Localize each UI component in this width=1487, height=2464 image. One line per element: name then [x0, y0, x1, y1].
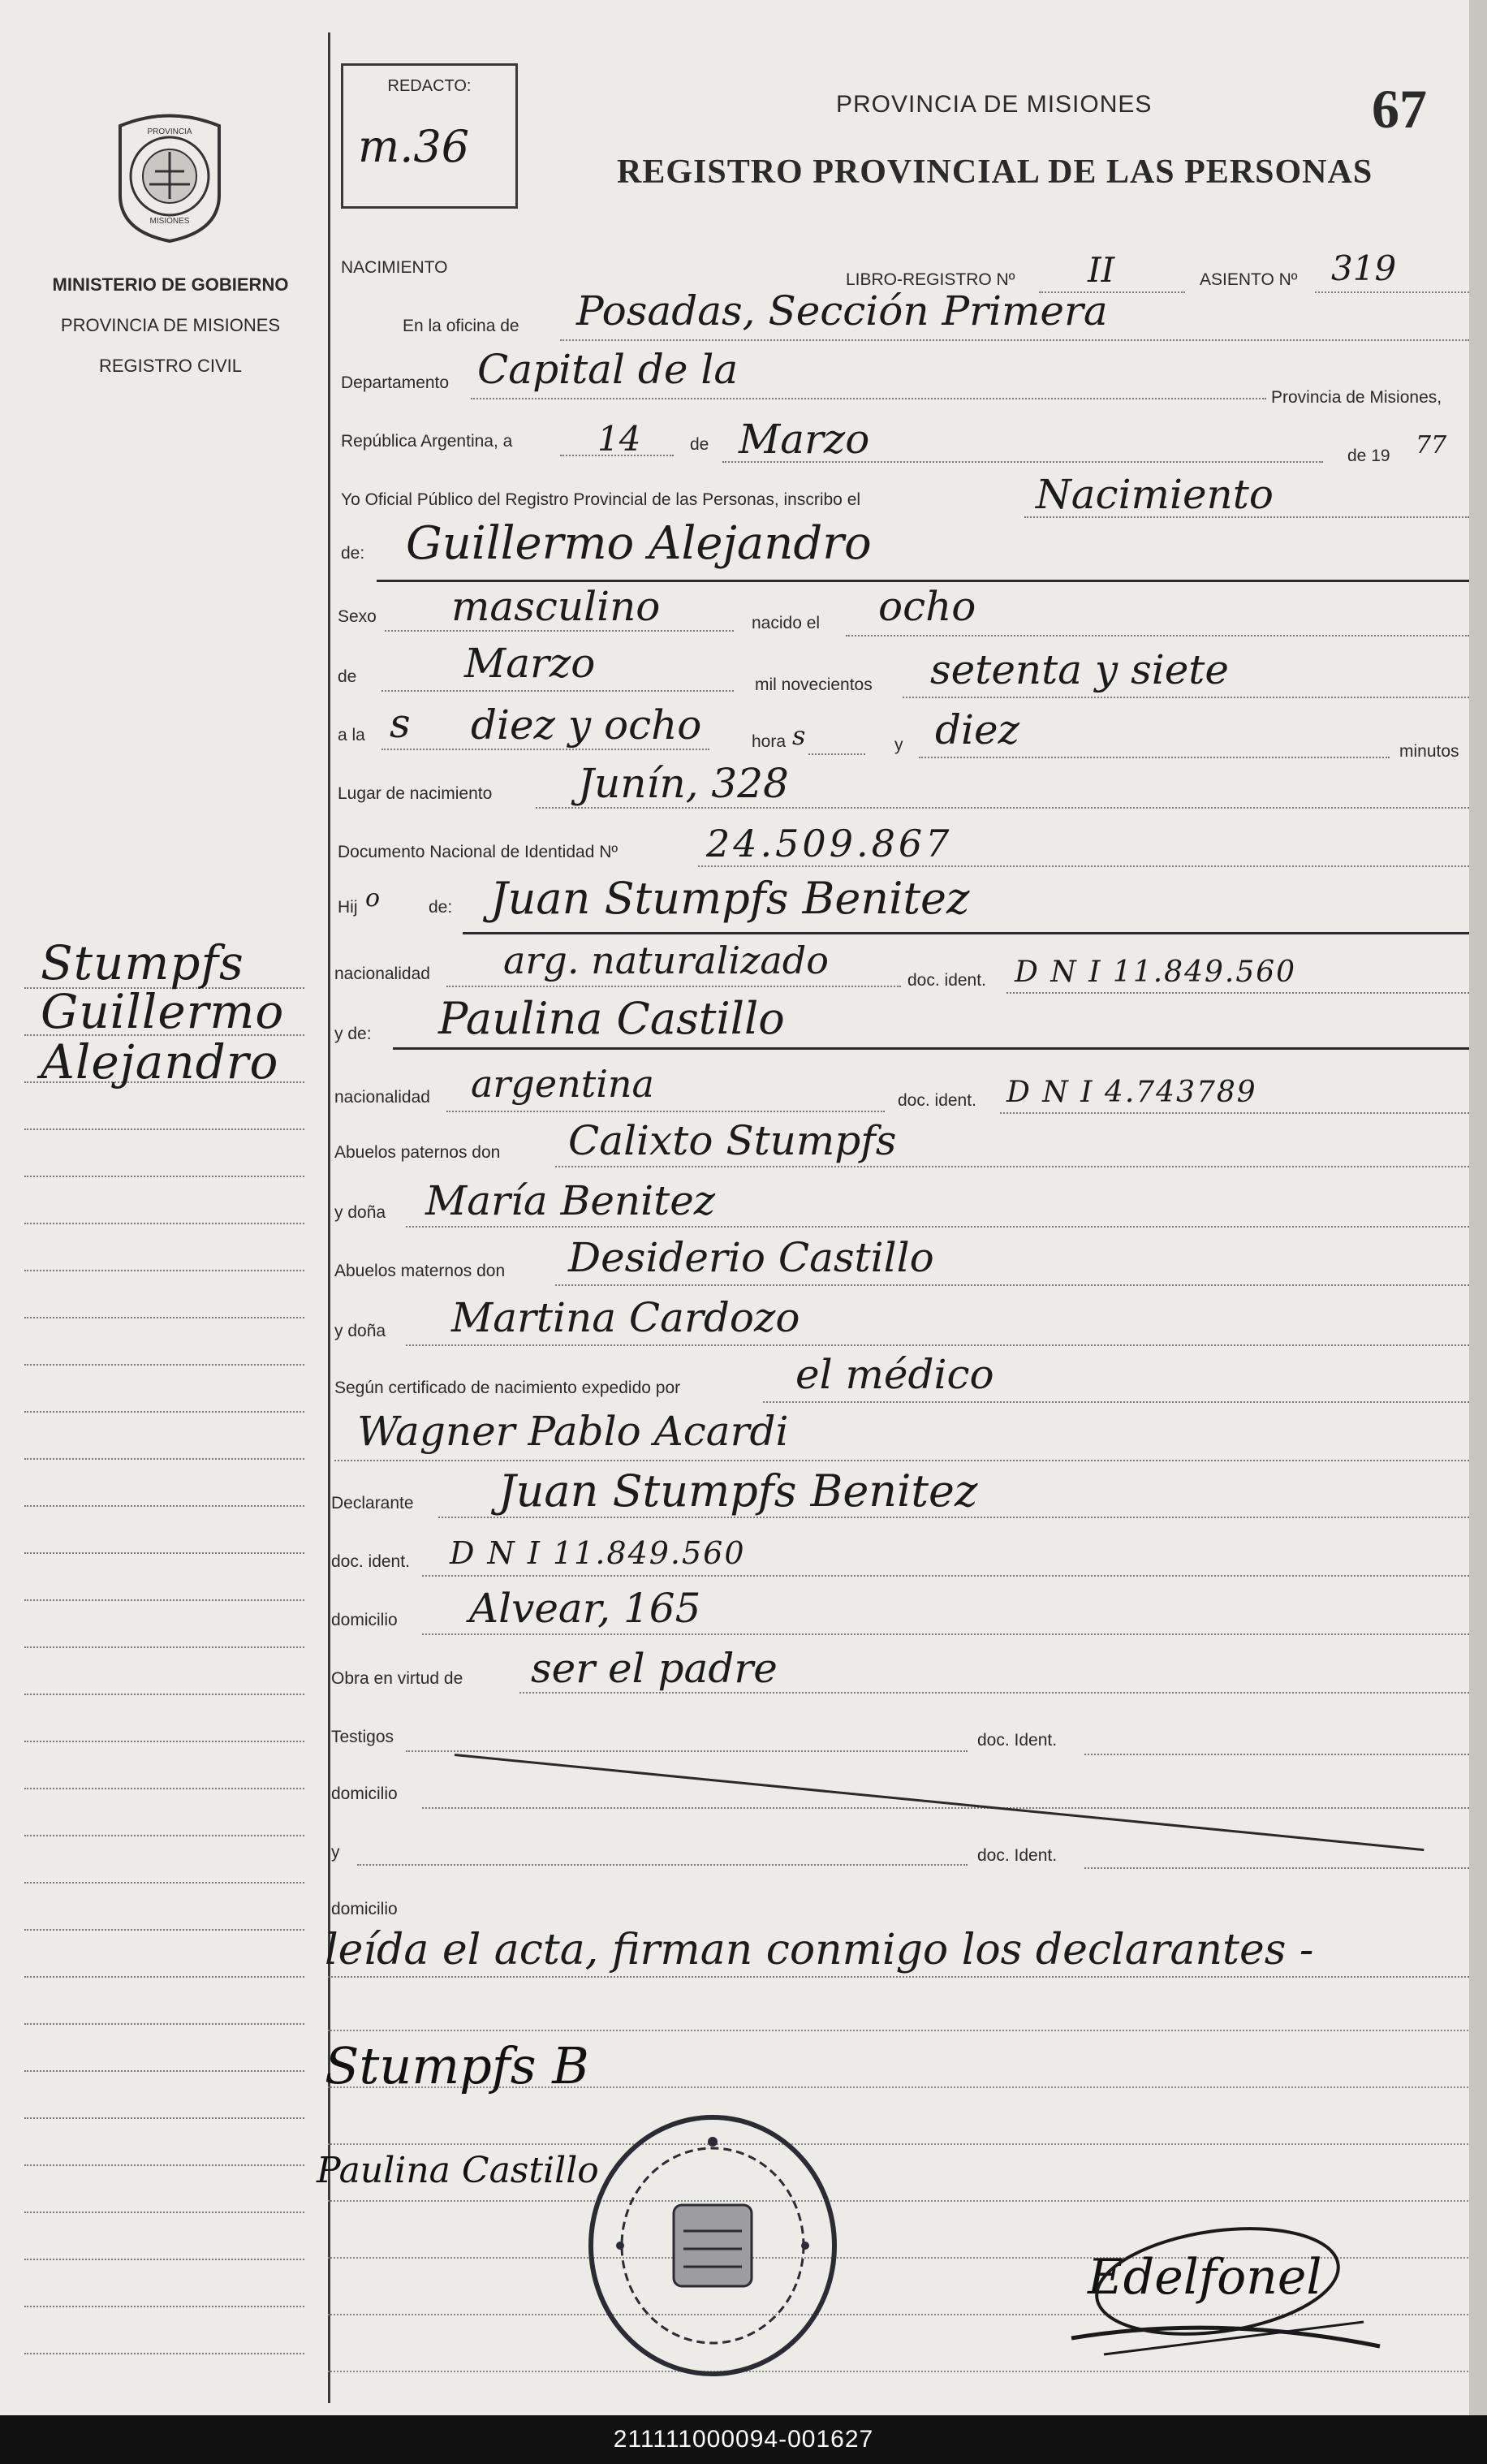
departamento-dots: [471, 396, 1266, 399]
abuelos-mat-label: Abuelos maternos don: [334, 1262, 506, 1280]
redacto-value: m.36: [358, 121, 470, 172]
testigos-dots: [406, 1749, 968, 1752]
margin-line: [24, 2166, 304, 2213]
margin-line: [24, 1931, 304, 1978]
blank-line: [328, 2200, 1468, 2202]
margin-line: [24, 1224, 304, 1271]
ydona-mat-label: y doña: [334, 1322, 386, 1340]
nacido-dots: [846, 633, 1469, 636]
nac-padre-value: arg. naturalizado: [503, 939, 829, 982]
dni-value: 24.509.867: [706, 822, 953, 865]
dni-label: Documento Nacional de Identidad Nº: [338, 843, 619, 861]
abuelo-pat-value: Calixto Stumpfs: [568, 1117, 897, 1164]
abuela-mat-dots: [406, 1343, 1469, 1346]
libro-value: II: [1088, 250, 1115, 290]
margin-given-name-1: Guillermo: [41, 984, 285, 1039]
asiento-label: ASIENTO Nº: [1200, 270, 1298, 289]
section-label: NACIMIENTO: [341, 258, 448, 277]
madre-value: Paulina Castillo: [438, 993, 785, 1044]
margin-line: [24, 1083, 304, 1130]
abuela-mat-value: Martina Cardozo: [451, 1294, 800, 1341]
margin-line: [24, 2119, 304, 2166]
anio-nac-dots: [903, 695, 1469, 698]
official-round-stamp: [583, 2109, 843, 2381]
minutos-value: diez: [935, 706, 1019, 753]
page-edge: [1469, 0, 1487, 2415]
nacido-value: ocho: [878, 583, 976, 630]
doc-padre-value: D N I 11.849.560: [1015, 956, 1297, 989]
image-id: 211111000094-001627: [613, 2426, 874, 2453]
ministry-block: [32, 265, 308, 386]
nac-padre-dots: [446, 984, 901, 987]
anio-nac-value: setenta y siete: [930, 646, 1229, 693]
province-heading: PROVINCIA DE MISIONES: [836, 91, 1153, 118]
nac-madre-dots: [446, 1109, 885, 1112]
margin-line: [24, 2025, 304, 2072]
provincial-seal: [112, 110, 227, 244]
strike-line: [455, 1754, 1425, 1851]
margin-line: [24, 2213, 304, 2260]
margin-line: [24, 1836, 304, 1884]
asiento-value: 319: [1331, 248, 1397, 288]
hora-value: diez y ocho: [471, 701, 702, 749]
margin-line: [24, 1884, 304, 1931]
margin-line: [24, 1413, 304, 1460]
ydona-pat-label: y doña: [334, 1203, 386, 1222]
declarante-label: Declarante: [331, 1494, 414, 1512]
horas-suffix: s: [792, 720, 806, 751]
lugar-label: Lugar de nacimiento: [338, 784, 493, 803]
doc-padre-dots: [1006, 990, 1469, 994]
declarante-value: Juan Stumpfs Benitez: [498, 1465, 978, 1517]
nacido-label: nacido el: [752, 614, 821, 632]
nacionalidad-madre-label: nacionalidad: [334, 1088, 430, 1107]
segun-dots: [763, 1400, 1469, 1403]
anio-label: de 19: [1347, 447, 1390, 465]
de3-label: de: [338, 667, 357, 686]
y2-label: y: [331, 1843, 340, 1862]
blank-line: [328, 2030, 1468, 2031]
madre-rule: [393, 1047, 1469, 1050]
domicilio3-label: domicilio: [331, 1900, 398, 1918]
medico-dots: [334, 1458, 1469, 1461]
obra-value: ser el padre: [531, 1645, 778, 1692]
signature-officer: Edelfonel: [1088, 2249, 1322, 2306]
margin-surname: Stumpfs: [41, 935, 244, 990]
testigos-doc-dots: [1084, 1752, 1469, 1755]
de-label: de: [690, 435, 709, 454]
doc-decl-label: doc. ident.: [331, 1552, 410, 1571]
margin-line: [24, 1507, 304, 1554]
y2-dots: [357, 1862, 968, 1866]
margin-line: [24, 1366, 304, 1413]
abuelos-pat-label: Abuelos paternos don: [334, 1143, 501, 1162]
margin-line: [24, 1130, 304, 1177]
doc-decl-dots: [422, 1573, 1469, 1577]
testigos-doc-label: doc. Ident.: [977, 1731, 1058, 1750]
sexo-value: masculino: [451, 583, 661, 630]
leida-value: leída el acta, firman conmigo los declarantes -: [325, 1926, 1314, 1974]
segun-value: el médico: [795, 1351, 994, 1398]
margin-line: [24, 1034, 304, 1090]
nacionalidad-label: nacionalidad: [334, 964, 430, 983]
provincia-suffix: Provincia de Misiones,: [1271, 388, 1442, 407]
redacto-box: [341, 63, 518, 209]
segun-label: Según certificado de nacimiento expedido por: [334, 1379, 681, 1397]
hijo-de-label: de:: [429, 898, 453, 917]
margin-line: [24, 1271, 304, 1318]
nac-madre-value: argentina: [471, 1062, 654, 1106]
padre-rule: [463, 932, 1469, 934]
margin-line: [24, 2307, 304, 2354]
minutos-label: minutos: [1399, 742, 1459, 761]
abuela-pat-dots: [406, 1224, 1469, 1228]
y2-doc-dots: [1084, 1866, 1469, 1869]
mes-value: Marzo: [739, 416, 870, 463]
page-number: 67: [1372, 78, 1427, 140]
dia-value: 14: [597, 419, 641, 459]
abuelo-pat-dots: [555, 1164, 1469, 1167]
margin-line: [24, 1460, 304, 1507]
officer-flourish-icon: [1055, 2216, 1396, 2379]
svg-text:PROVINCIA: PROVINCIA: [147, 127, 192, 136]
margin-line: [24, 1177, 304, 1224]
y2-doc-label: doc. Ident.: [977, 1846, 1058, 1865]
doc-madre-value: D N I 4.743789: [1006, 1076, 1257, 1109]
abuelo-mat-value: Desiderio Castillo: [568, 1234, 934, 1281]
lugar-value: Junín, 328: [578, 760, 789, 807]
margin-line: [24, 1601, 304, 1648]
domicilio-dots: [422, 1632, 1469, 1635]
margin-lines: [24, 935, 304, 2354]
doc-decl-value: D N I 11.849.560: [450, 1535, 746, 1571]
svg-text:MISIONES: MISIONES: [149, 217, 190, 226]
y-label: y: [894, 736, 903, 754]
signature-mother: Paulina Castillo: [317, 2150, 599, 2191]
oficina-label: En la oficina de: [403, 317, 519, 335]
blank-line: [328, 2143, 1468, 2145]
margin-line: [24, 1648, 304, 1695]
republica-label: República Argentina, a: [341, 432, 513, 451]
minutos-dots: [919, 755, 1390, 758]
mil-label: mil novecientos: [755, 675, 873, 694]
margin-column: [0, 0, 328, 2415]
oficina-value: Posadas, Sección Primera: [576, 287, 1108, 334]
ministry-registry: REGISTRO CIVIL: [98, 356, 243, 376]
obra-label: Obra en virtud de: [331, 1669, 463, 1688]
nombre-value: Guillermo Alejandro: [406, 517, 872, 570]
medico-value: Wagner Pablo Acardi: [357, 1408, 789, 1455]
departamento-label: Departamento: [341, 373, 450, 392]
horas-dots: [808, 752, 865, 755]
domicilio-label: domicilio: [331, 1611, 398, 1629]
seal-icon: [112, 110, 227, 244]
signature-father: Stumpfs B: [325, 2036, 589, 2095]
margin-line: [24, 1318, 304, 1366]
de2-label: de:: [341, 544, 365, 563]
doc-ident-madre-label: doc. ident.: [898, 1091, 976, 1110]
domicilio2-dots: [422, 1806, 1469, 1809]
abuelo-mat-dots: [555, 1283, 1469, 1286]
doc-madre-dots: [1000, 1111, 1469, 1114]
libro-label: LIBRO-REGISTRO Nº: [846, 270, 1015, 289]
abuela-pat-value: María Benitez: [425, 1177, 716, 1224]
anio-value: 77: [1416, 431, 1447, 460]
margin-line: [24, 1742, 304, 1789]
ala-suffix: s: [390, 700, 411, 747]
ministry-province: PROVINCIA DE MISIONES: [60, 315, 281, 335]
domicilio2-label: domicilio: [331, 1784, 398, 1803]
margin-given-name-2: Alejandro: [41, 1034, 279, 1090]
margin-line: [24, 1978, 304, 2025]
margin-line: [24, 935, 304, 990]
departamento-value: Capital de la: [477, 346, 739, 393]
hijo-suffix: o: [365, 884, 381, 913]
padre-value: Juan Stumpfs Benitez: [490, 873, 970, 924]
oficial-label: Yo Oficial Público del Registro Provincial de las Personas, inscribo el: [341, 490, 861, 509]
hijo-label: Hij: [338, 898, 358, 917]
nombre-rule: [377, 580, 1469, 582]
mes-nac-value: Marzo: [464, 640, 596, 687]
sexo-label: Sexo: [338, 607, 377, 626]
ala-label: a la: [338, 726, 365, 744]
testigos-label: Testigos: [331, 1728, 394, 1746]
oficina-dots: [560, 338, 1469, 341]
inscribo-value: Nacimiento: [1036, 471, 1274, 518]
round-stamp-icon: [583, 2109, 843, 2381]
asiento-dots: [1315, 290, 1469, 293]
margin-line: [24, 2072, 304, 2119]
mes-nac-dots: [381, 688, 734, 692]
margin-line: [24, 1789, 304, 1836]
ministry-name: MINISTERIO DE GOBIERNO: [52, 274, 289, 295]
horas-label: hora: [752, 732, 787, 751]
redacto-label: REDACTO:: [387, 77, 472, 95]
yde-label: y de:: [334, 1025, 372, 1043]
registry-title: REGISTRO PROVINCIAL DE LAS PERSONAS: [617, 153, 1373, 191]
margin-line: [24, 1695, 304, 1742]
margin-line: [24, 1554, 304, 1601]
margin-line: [24, 2260, 304, 2307]
leida-dots: [328, 1974, 1469, 1978]
domicilio-value: Alvear, 165: [469, 1585, 701, 1632]
margin-line: [24, 984, 304, 1039]
doc-ident-label: doc. ident.: [907, 971, 986, 990]
